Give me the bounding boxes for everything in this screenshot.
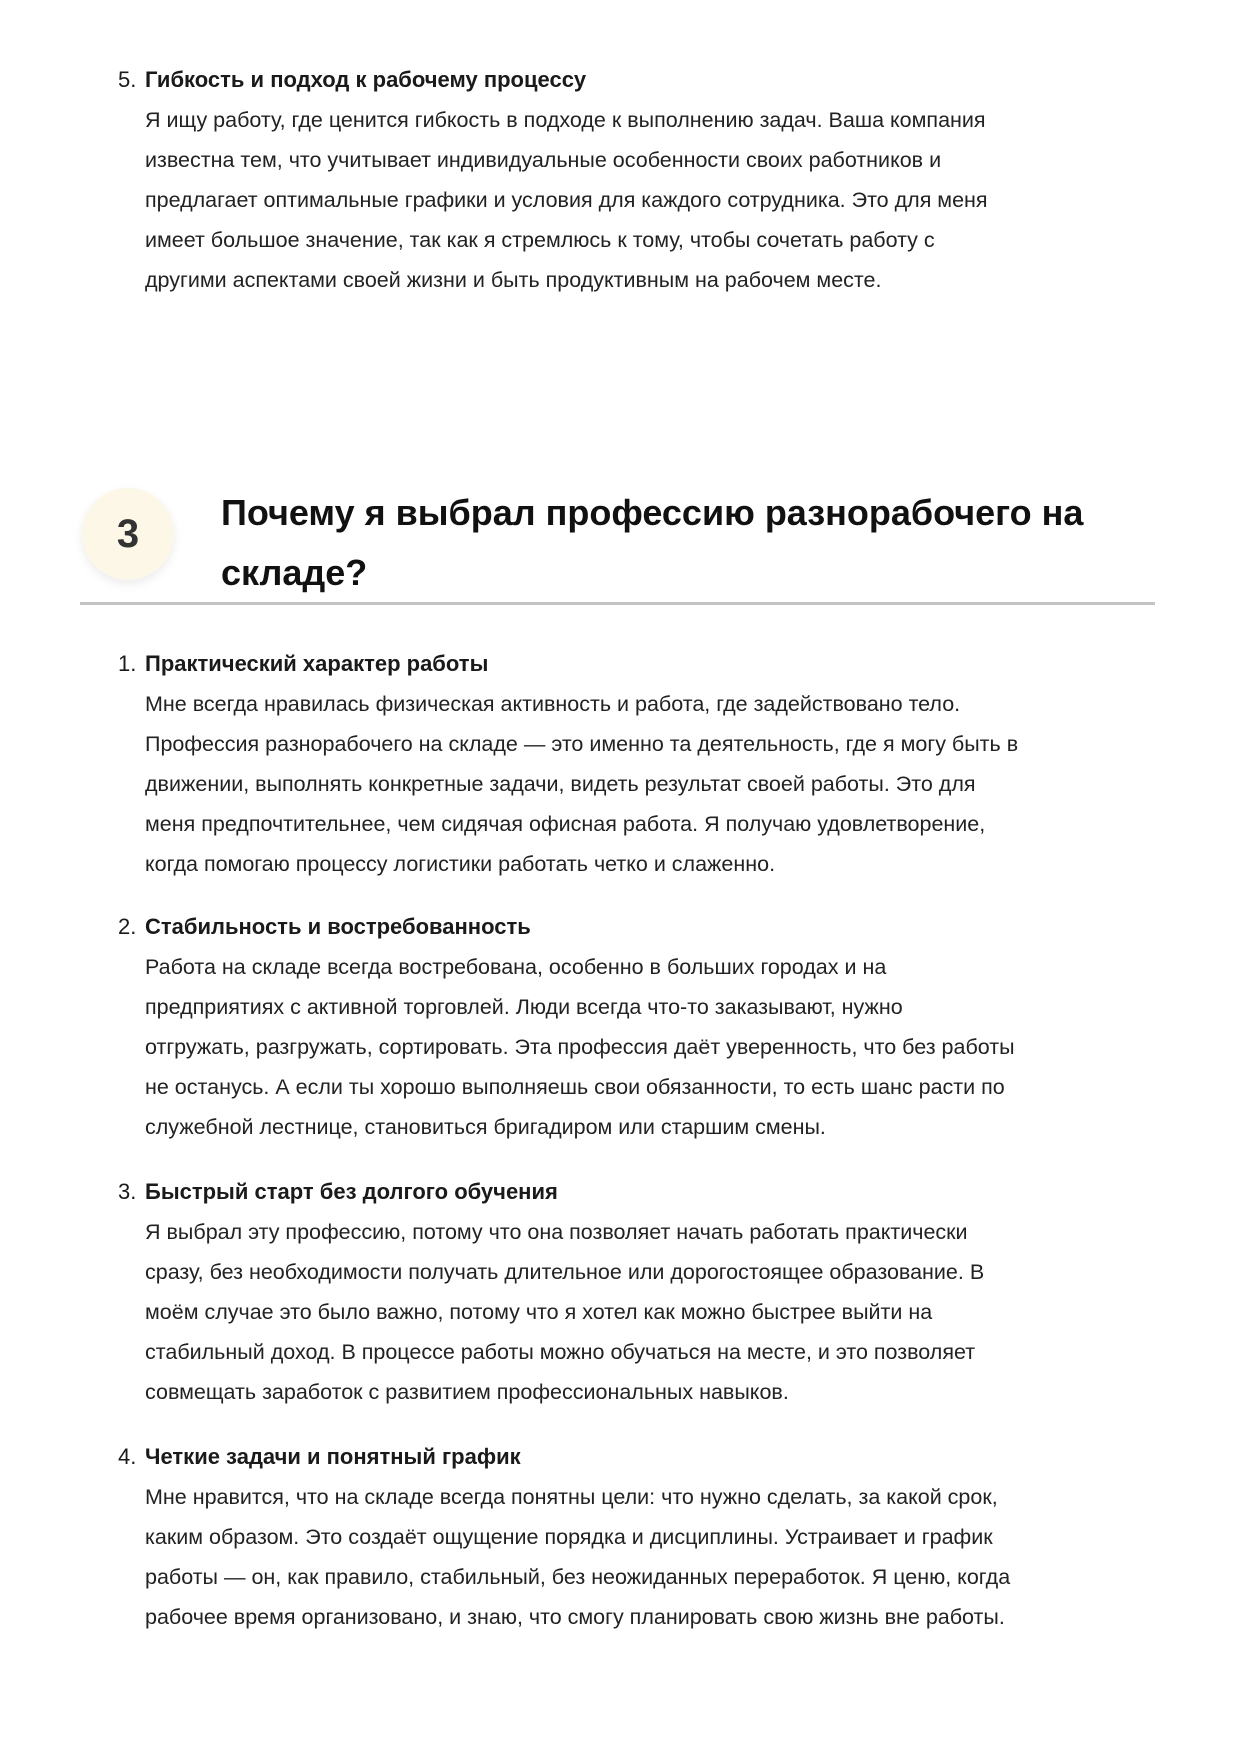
item-title: Четкие задачи и понятный график — [145, 1444, 521, 1469]
item-number: 2. — [118, 914, 137, 939]
item-title: Быстрый старт без долгого обучения — [145, 1179, 558, 1204]
text-line: меня предпочтительнее, чем сидячая офисная работа. Я получаю удовлетворение, — [145, 812, 986, 836]
list-item — [118, 60, 1168, 300]
item-title: Стабильность и востребованность — [145, 914, 531, 939]
text-line: движении, выполнять конкретные задачи, видеть результат своей работы. Это для — [145, 772, 976, 796]
item-number: 5. — [118, 67, 137, 92]
text-line: работы — он, как правило, стабильный, без неожиданных переработок. Я ценю, когда — [145, 1565, 1011, 1589]
text-line: Мне нравится, что на складе всегда понятны цели: что нужно сделать, за какой срок, — [145, 1485, 998, 1509]
list-item — [118, 907, 1168, 1147]
text-line: сразу, без необходимости получать длительное или дорогостоящее образование. В — [145, 1260, 985, 1284]
list-item — [118, 1172, 1168, 1412]
text-line: имеет большое значение, так как я стремлюсь к тому, чтобы сочетать работу с — [145, 228, 935, 252]
text-line: Профессия разнорабочего на складе — это именно та деятельность, где я могу быть в — [145, 732, 1019, 756]
text-line: Мне всегда нравилась физическая активность и работа, где задействовано тело. — [145, 692, 961, 716]
section-header — [80, 470, 1155, 605]
item-title: Гибкость и подход к рабочему процессу — [145, 67, 587, 92]
text-line: отгружать, разгружать, сортировать. Эта профессия даёт уверенность, что без работы — [145, 1035, 1015, 1059]
item-number: 3. — [118, 1179, 137, 1204]
text-line: когда помогаю процессу логистики работать четко и слаженно. — [145, 852, 776, 876]
item-number: 1. — [118, 651, 137, 676]
list-item — [118, 1437, 1168, 1637]
text-line: служебной лестнице, становиться бригадиром или старшим смены. — [145, 1115, 826, 1139]
text-line: рабочее время организовано, и знаю, что смогу планировать свою жизнь вне работы. — [145, 1605, 1005, 1629]
section-heading: Почему я выбрал профессию разнорабочего на складе? — [221, 492, 1084, 593]
list-item — [118, 644, 1168, 884]
text-line: Я ищу работу, где ценится гибкость в подходе к выполнению задач. Ваша компания — [145, 108, 986, 132]
item-body — [118, 100, 1168, 300]
text-line: известна тем, что учитывает индивидуальные особенности своих работников и — [145, 148, 942, 172]
text-line: Я выбрал эту профессию, потому что она позволяет начать работать практически — [145, 1220, 968, 1244]
text-line: Работа на складе всегда востребована, особенно в больших городах и на — [145, 955, 887, 979]
item-title: Практический характер работы — [145, 651, 489, 676]
text-line: не останусь. А если ты хорошо выполняешь свои обязанности, то есть шанс расти по — [145, 1075, 1005, 1099]
text-line: каким образом. Это создаёт ощущение порядка и дисциплины. Устраивает и график — [145, 1525, 993, 1549]
text-line: моём случае это было важно, потому что я хотел как можно быстрее выйти на — [145, 1300, 933, 1324]
text-line: стабильный доход. В процессе работы можно обучаться на месте, и это позволяет — [145, 1340, 976, 1364]
item-number: 4. — [118, 1444, 137, 1469]
text-line: совмещать заработок с развитием профессиональных навыков. — [145, 1380, 789, 1404]
text-line: другими аспектами своей жизни и быть продуктивным на рабочем месте. — [145, 268, 882, 292]
text-line: предприятиях с активной торговлей. Люди всегда что-то заказывают, нужно — [145, 995, 903, 1019]
section-number-badge: 3 — [82, 488, 174, 580]
text-line: предлагает оптимальные графики и условия для каждого сотрудника. Это для меня — [145, 188, 988, 212]
